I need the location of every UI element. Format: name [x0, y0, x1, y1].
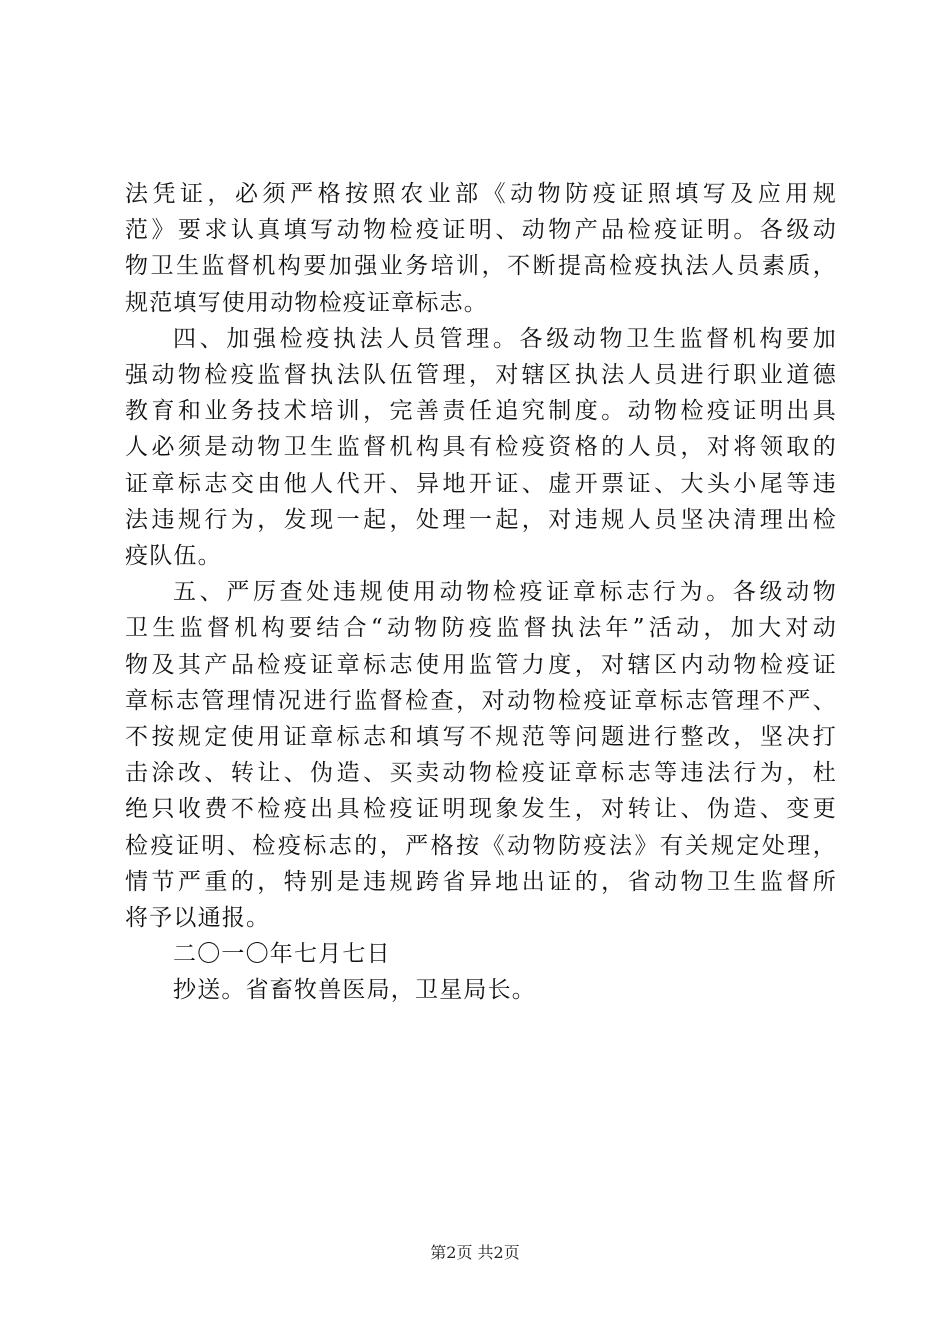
text-line: 情节严重的，特别是违规跨省异地出证的，省动物卫生监督所 [125, 868, 837, 895]
text-line: 范》要求认真填写动物检疫证明、动物产品检疫证明。各级动 [125, 217, 837, 244]
document-date: 二〇一〇年七月七日 [173, 941, 391, 968]
text-line: 将予以通报。 [125, 905, 271, 932]
text-line: 绝只收费不检疫出具检疫证明现象发生，对转让、伪造、变更 [125, 796, 837, 823]
cc-line: 抄送。省畜牧兽医局，卫星局长。 [173, 977, 536, 1004]
document-body [125, 176, 837, 1009]
paragraph-continued [125, 176, 837, 321]
text-line: 强动物检疫监督执法队伍管理，对辖区执法人员进行职业道德 [125, 362, 837, 389]
text-line: 四、加强检疫执法人员管理。各级动物卫生监督机构要加 [173, 325, 837, 352]
paragraph-section-4 [125, 321, 837, 574]
text-line: 教育和业务技术培训，完善责任追究制度。动物检疫证明出具 [125, 398, 837, 425]
text-line: 证章标志交由他人代开、异地开证、虚开票证、大头小尾等违 [125, 470, 837, 497]
text-line: 检疫证明、检疫标志的，严格按《动物防疫法》有关规定处理， [125, 832, 837, 859]
text-line: 法凭证，必须严格按照农业部《动物防疫证照填写及应用规 [125, 181, 837, 207]
text-line: 法违规行为，发现一起，处理一起，对违规人员坚决清理出检 [125, 506, 837, 533]
text-line: 物及其产品检疫证章标志使用监管力度，对辖区内动物检疫证 [125, 651, 837, 678]
text-line: 疫队伍。 [125, 543, 222, 570]
text-line: 章标志管理情况进行监督检查，对动物检疫证章标志管理不严、 [125, 687, 837, 714]
text-line: 物卫生监督机构要加强业务培训，不断提高检疫执法人员素质， [125, 253, 837, 280]
text-line: 规范填写使用动物检疫证章标志。 [125, 289, 488, 316]
page-number-footer: 第2页 共2页 [430, 1243, 520, 1262]
text-line: 不按规定使用证章标志和填写不规范等问题进行整改，坚决打 [125, 724, 837, 751]
text-line: 击涂改、转让、伪造、买卖动物检疫证章标志等违法行为，杜 [125, 760, 837, 787]
paragraph-section-5 [125, 574, 837, 936]
text-line: 五、严厉查处违规使用动物检疫证章标志行为。各级动物 [173, 579, 837, 606]
text-line: 人必须是动物卫生监督机构具有检疫资格的人员，对将领取的 [125, 434, 837, 461]
text-line: 卫生监督机构要结合“动物防疫监督执法年”活动，加大对动 [125, 615, 837, 642]
